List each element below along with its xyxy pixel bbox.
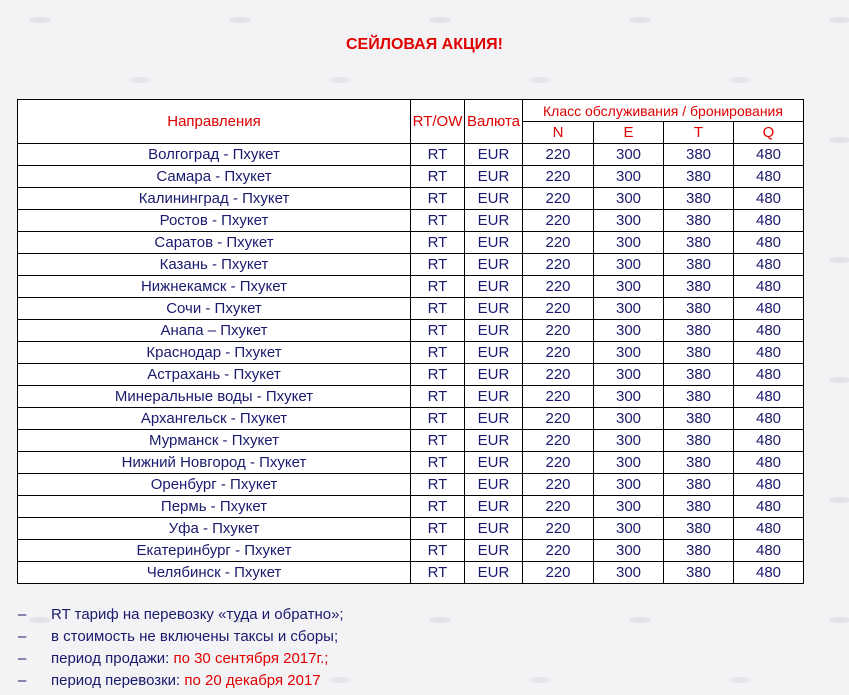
currency-cell: EUR: [465, 540, 523, 562]
currency-cell: EUR: [465, 562, 523, 584]
route-cell: Пермь - Пхукет: [18, 496, 411, 518]
table-row: [18, 254, 804, 276]
price-n-cell: 220: [523, 210, 594, 232]
price-t-cell: 380: [664, 232, 734, 254]
currency-cell: EUR: [465, 188, 523, 210]
price-t-cell: 380: [664, 320, 734, 342]
price-t-cell: 380: [664, 342, 734, 364]
currency-cell: EUR: [465, 166, 523, 188]
rt-ow-cell: RT: [411, 474, 465, 496]
price-t-cell: 380: [664, 364, 734, 386]
price-q-cell: 480: [734, 342, 804, 364]
price-e-cell: 300: [594, 430, 664, 452]
price-e-cell: 300: [594, 210, 664, 232]
route-cell: Нижний Новгород - Пхукет: [18, 452, 411, 474]
price-q-cell: 480: [734, 254, 804, 276]
note-highlight: по 30 сентября 2017г.;: [173, 650, 329, 667]
currency-cell: EUR: [465, 452, 523, 474]
price-t-cell: 380: [664, 562, 734, 584]
rt-ow-cell: RT: [411, 210, 465, 232]
price-e-cell: 300: [594, 474, 664, 496]
price-e-cell: 300: [594, 562, 664, 584]
table-row: [18, 342, 804, 364]
rt-ow-cell: RT: [411, 408, 465, 430]
price-n-cell: 220: [523, 298, 594, 320]
currency-cell: EUR: [465, 386, 523, 408]
rt-ow-cell: RT: [411, 276, 465, 298]
price-q-cell: 480: [734, 232, 804, 254]
price-e-cell: 300: [594, 386, 664, 408]
price-t-cell: 380: [664, 254, 734, 276]
currency-cell: EUR: [465, 518, 523, 540]
price-t-cell: 380: [664, 276, 734, 298]
rt-ow-cell: RT: [411, 364, 465, 386]
currency-cell: EUR: [465, 474, 523, 496]
table-row: [18, 320, 804, 342]
table-row: [18, 276, 804, 298]
table-row: [18, 386, 804, 408]
note-highlight: по 20 декабря 2017: [184, 672, 321, 689]
price-n-cell: 220: [523, 320, 594, 342]
route-cell: Анапа – Пхукет: [18, 320, 411, 342]
price-e-cell: 300: [594, 166, 664, 188]
price-n-cell: 220: [523, 342, 594, 364]
price-t-cell: 380: [664, 540, 734, 562]
price-e-cell: 300: [594, 408, 664, 430]
note-item: [18, 670, 344, 692]
route-cell: Калининград - Пхукет: [18, 188, 411, 210]
rt-ow-cell: RT: [411, 188, 465, 210]
header-class-t: T: [664, 122, 734, 144]
route-cell: Нижнекамск - Пхукет: [18, 276, 411, 298]
price-q-cell: 480: [734, 562, 804, 584]
price-e-cell: 300: [594, 496, 664, 518]
price-q-cell: 480: [734, 408, 804, 430]
header-currency: Валюта: [465, 100, 523, 144]
currency-cell: EUR: [465, 254, 523, 276]
price-t-cell: 380: [664, 452, 734, 474]
table-row: [18, 452, 804, 474]
price-n-cell: 220: [523, 496, 594, 518]
note-text: в стоимость не включены таксы и сборы;: [51, 628, 339, 645]
currency-cell: EUR: [465, 232, 523, 254]
route-cell: Самара - Пхукет: [18, 166, 411, 188]
route-cell: Оренбург - Пхукет: [18, 474, 411, 496]
price-e-cell: 300: [594, 452, 664, 474]
table-row: [18, 232, 804, 254]
route-cell: Сочи - Пхукет: [18, 298, 411, 320]
price-q-cell: 480: [734, 298, 804, 320]
rt-ow-cell: RT: [411, 342, 465, 364]
note-item: [18, 648, 344, 670]
price-n-cell: 220: [523, 408, 594, 430]
rt-ow-cell: RT: [411, 320, 465, 342]
table-row: [18, 144, 804, 166]
notes-list: [18, 604, 344, 692]
price-t-cell: 380: [664, 386, 734, 408]
fares-table-body: [18, 144, 804, 584]
table-row: [18, 188, 804, 210]
header-class-n: N: [523, 122, 594, 144]
price-n-cell: 220: [523, 276, 594, 298]
note-item: [18, 604, 344, 626]
price-q-cell: 480: [734, 276, 804, 298]
rt-ow-cell: RT: [411, 562, 465, 584]
route-cell: Уфа - Пхукет: [18, 518, 411, 540]
route-cell: Саратов - Пхукет: [18, 232, 411, 254]
table-row: [18, 364, 804, 386]
rt-ow-cell: RT: [411, 232, 465, 254]
route-cell: Мурманск - Пхукет: [18, 430, 411, 452]
price-t-cell: 380: [664, 430, 734, 452]
route-cell: Казань - Пхукет: [18, 254, 411, 276]
price-e-cell: 300: [594, 518, 664, 540]
fares-table: [17, 99, 804, 584]
table-row: [18, 474, 804, 496]
rt-ow-cell: RT: [411, 540, 465, 562]
route-cell: Краснодар - Пхукет: [18, 342, 411, 364]
price-q-cell: 480: [734, 210, 804, 232]
price-q-cell: 480: [734, 518, 804, 540]
route-cell: Челябинск - Пхукет: [18, 562, 411, 584]
table-row: [18, 408, 804, 430]
currency-cell: EUR: [465, 298, 523, 320]
table-row: [18, 496, 804, 518]
header-class-e: E: [594, 122, 664, 144]
price-e-cell: 300: [594, 144, 664, 166]
price-t-cell: 380: [664, 144, 734, 166]
table-row: [18, 298, 804, 320]
header-direction: Направления: [18, 100, 411, 144]
price-e-cell: 300: [594, 188, 664, 210]
price-q-cell: 480: [734, 320, 804, 342]
currency-cell: EUR: [465, 320, 523, 342]
route-cell: Волгоград - Пхукет: [18, 144, 411, 166]
rt-ow-cell: RT: [411, 298, 465, 320]
rt-ow-cell: RT: [411, 496, 465, 518]
table-row: [18, 540, 804, 562]
price-n-cell: 220: [523, 518, 594, 540]
table-row: [18, 430, 804, 452]
price-t-cell: 380: [664, 408, 734, 430]
price-n-cell: 220: [523, 474, 594, 496]
price-t-cell: 380: [664, 298, 734, 320]
table-row: [18, 210, 804, 232]
price-n-cell: 220: [523, 188, 594, 210]
price-t-cell: 380: [664, 188, 734, 210]
price-t-cell: 380: [664, 496, 734, 518]
price-n-cell: 220: [523, 364, 594, 386]
rt-ow-cell: RT: [411, 452, 465, 474]
note-text: период перевозки:: [51, 672, 185, 689]
currency-cell: EUR: [465, 144, 523, 166]
price-n-cell: 220: [523, 386, 594, 408]
price-n-cell: 220: [523, 232, 594, 254]
route-cell: Минеральные воды - Пхукет: [18, 386, 411, 408]
rt-ow-cell: RT: [411, 430, 465, 452]
note-dash: –: [18, 628, 27, 645]
price-e-cell: 300: [594, 540, 664, 562]
price-q-cell: 480: [734, 474, 804, 496]
route-cell: Ростов - Пхукет: [18, 210, 411, 232]
currency-cell: EUR: [465, 430, 523, 452]
page-title: СЕЙЛОВАЯ АКЦИЯ!: [346, 36, 503, 53]
price-n-cell: 220: [523, 144, 594, 166]
rt-ow-cell: RT: [411, 144, 465, 166]
price-q-cell: 480: [734, 364, 804, 386]
note-item: [18, 626, 344, 648]
note-dash: –: [18, 650, 27, 667]
header-rt-ow: RT/OW: [411, 100, 465, 144]
price-e-cell: 300: [594, 320, 664, 342]
price-q-cell: 480: [734, 386, 804, 408]
header-class-group: Класс обслуживания / бронирования: [523, 100, 804, 122]
price-t-cell: 380: [664, 518, 734, 540]
price-e-cell: 300: [594, 342, 664, 364]
price-q-cell: 480: [734, 144, 804, 166]
price-q-cell: 480: [734, 540, 804, 562]
currency-cell: EUR: [465, 210, 523, 232]
price-q-cell: 480: [734, 452, 804, 474]
price-q-cell: 480: [734, 166, 804, 188]
price-q-cell: 480: [734, 188, 804, 210]
price-e-cell: 300: [594, 232, 664, 254]
note-dash: –: [18, 672, 27, 689]
note-dash: –: [18, 606, 27, 623]
note-text: RT тариф на перевозку «туда и обратно»;: [51, 606, 344, 623]
route-cell: Астрахань - Пхукет: [18, 364, 411, 386]
price-n-cell: 220: [523, 430, 594, 452]
rt-ow-cell: RT: [411, 518, 465, 540]
currency-cell: EUR: [465, 364, 523, 386]
price-t-cell: 380: [664, 474, 734, 496]
price-e-cell: 300: [594, 364, 664, 386]
price-n-cell: 220: [523, 540, 594, 562]
price-e-cell: 300: [594, 298, 664, 320]
currency-cell: EUR: [465, 408, 523, 430]
header-class-q: Q: [734, 122, 804, 144]
route-cell: Архангельск - Пхукет: [18, 408, 411, 430]
currency-cell: EUR: [465, 342, 523, 364]
table-row: [18, 166, 804, 188]
currency-cell: EUR: [465, 496, 523, 518]
rt-ow-cell: RT: [411, 254, 465, 276]
table-row: [18, 518, 804, 540]
price-e-cell: 300: [594, 276, 664, 298]
price-n-cell: 220: [523, 452, 594, 474]
price-q-cell: 480: [734, 430, 804, 452]
price-t-cell: 380: [664, 166, 734, 188]
price-e-cell: 300: [594, 254, 664, 276]
price-t-cell: 380: [664, 210, 734, 232]
currency-cell: EUR: [465, 276, 523, 298]
rt-ow-cell: RT: [411, 386, 465, 408]
price-q-cell: 480: [734, 496, 804, 518]
note-text: период продажи:: [51, 650, 174, 667]
price-n-cell: 220: [523, 254, 594, 276]
price-n-cell: 220: [523, 166, 594, 188]
rt-ow-cell: RT: [411, 166, 465, 188]
route-cell: Екатеринбург - Пхукет: [18, 540, 411, 562]
price-n-cell: 220: [523, 562, 594, 584]
table-row: [18, 562, 804, 584]
